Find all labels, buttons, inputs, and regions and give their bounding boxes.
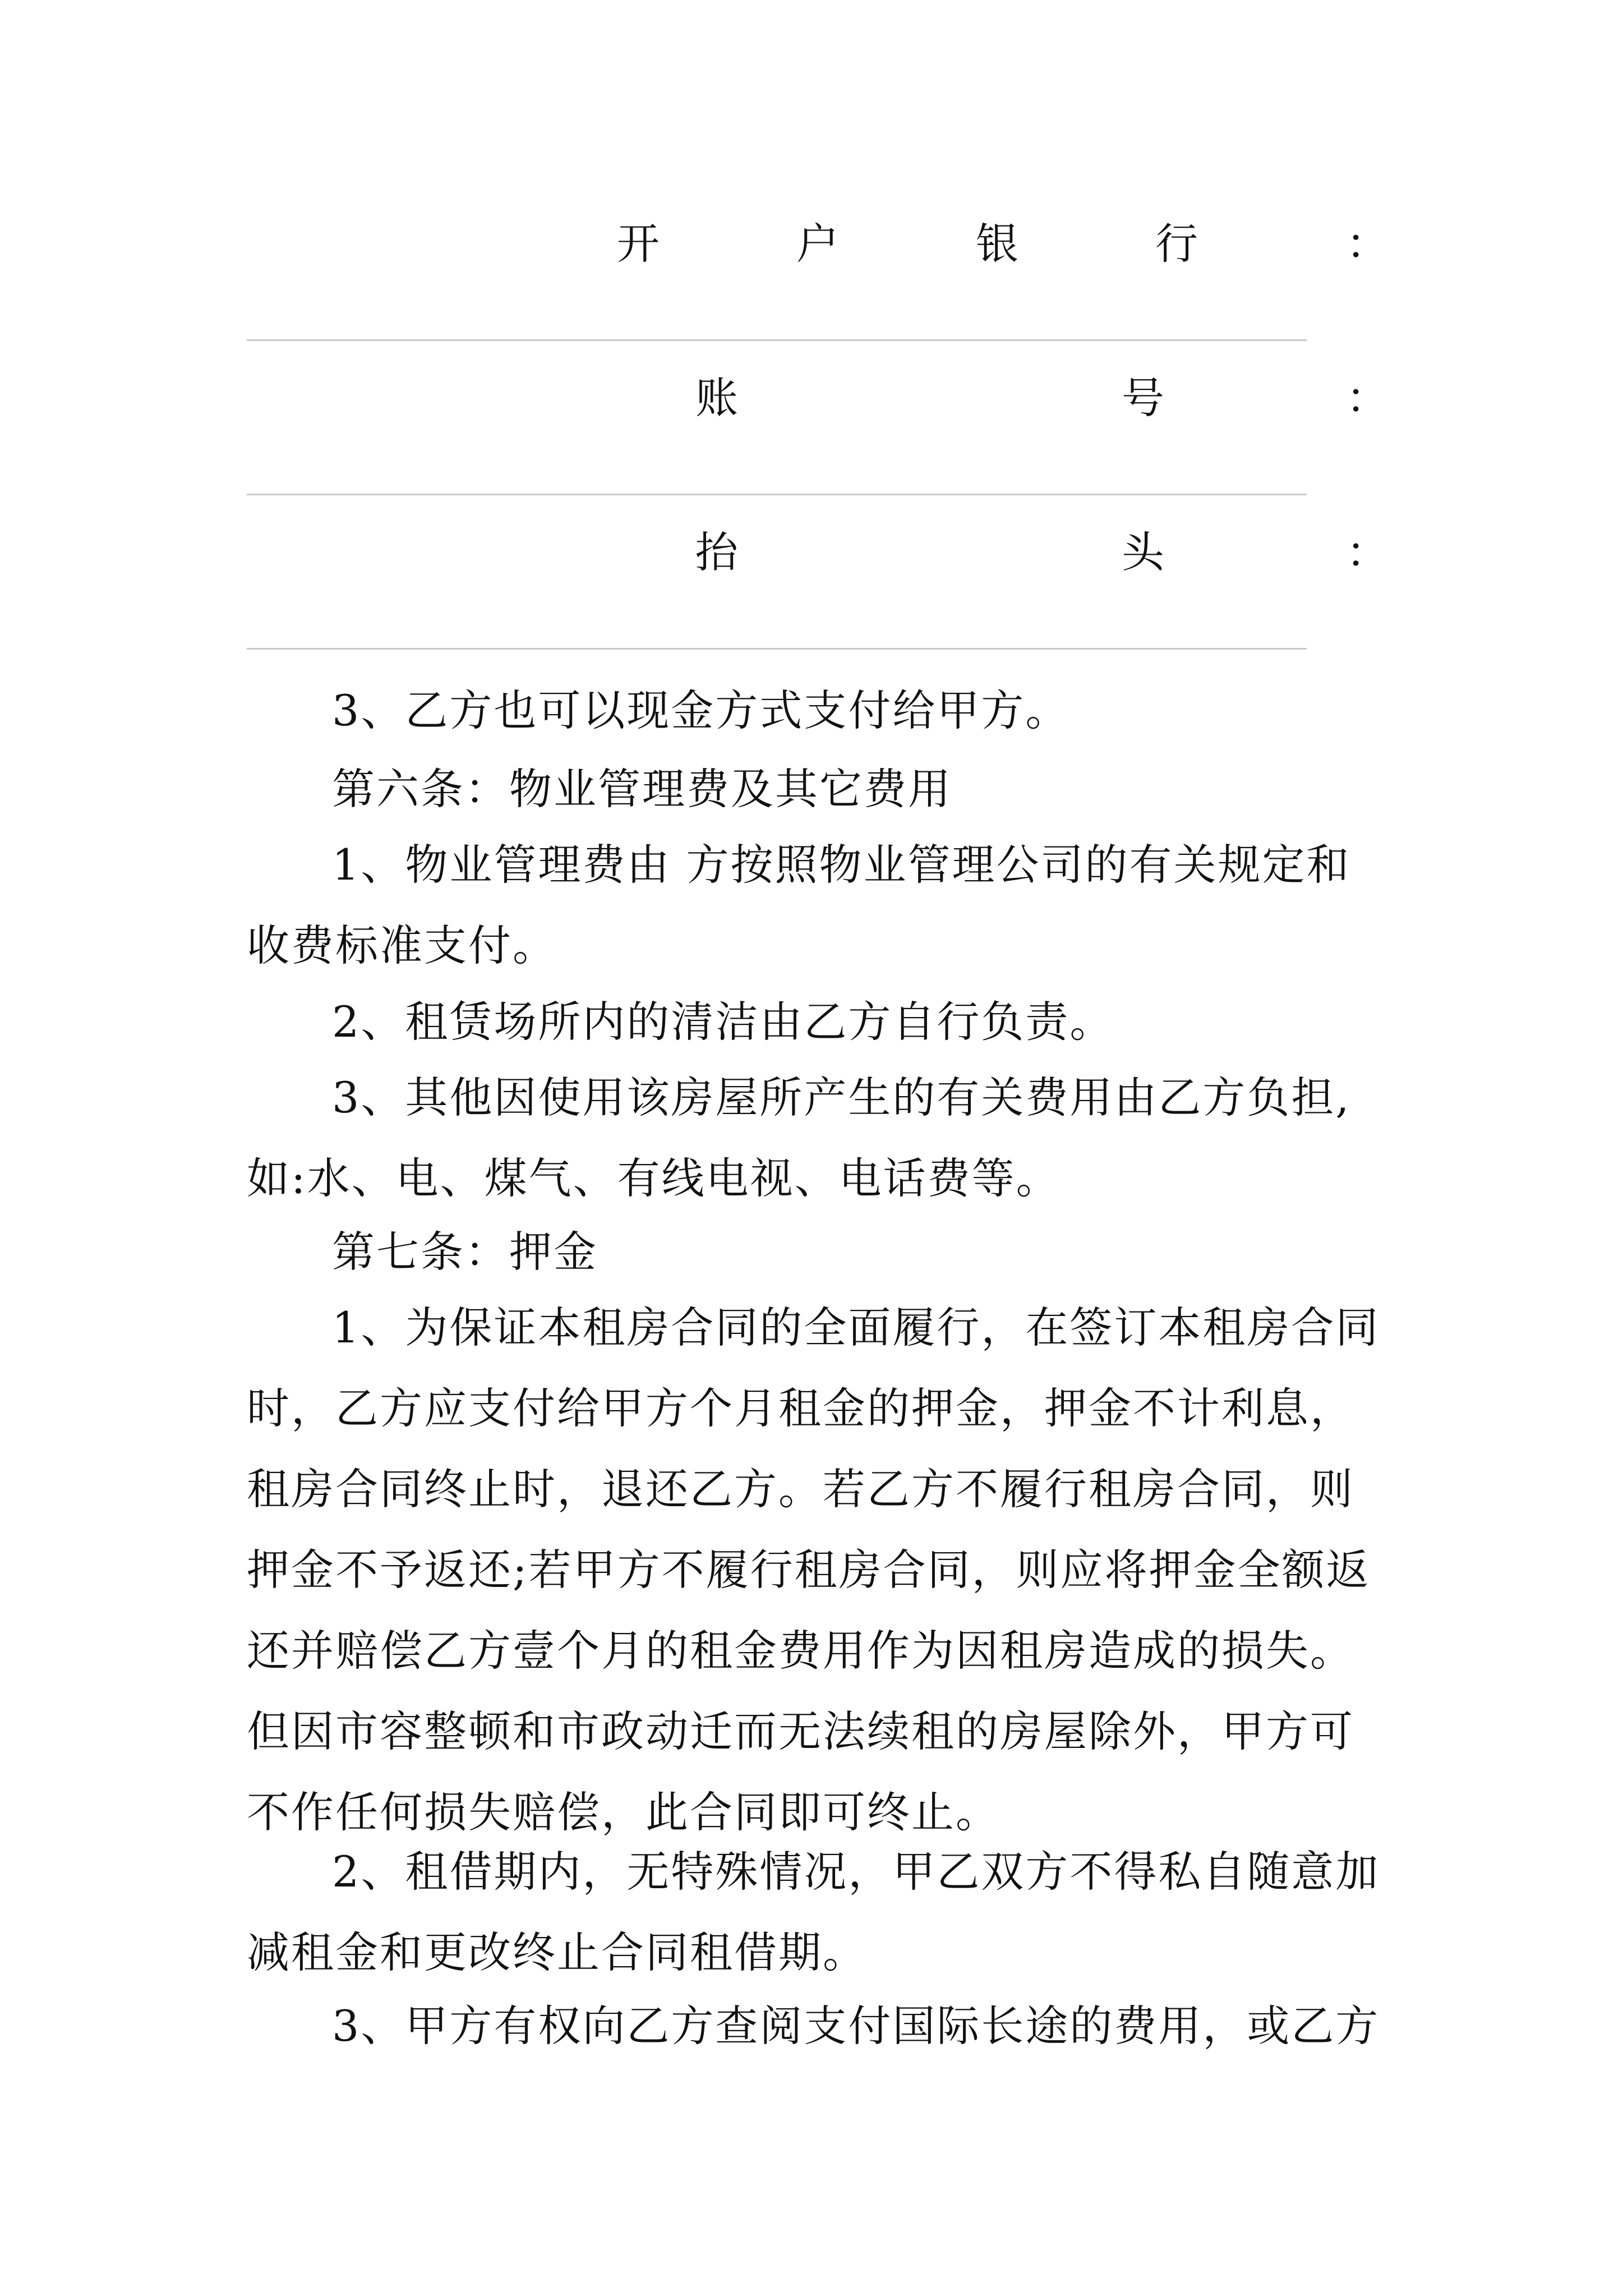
paragraph-cleaning: 2、租赁场所内的清洁由乙方自行负责。 xyxy=(332,997,1114,1047)
paragraph-rent-change: 2、租借期内，无特殊情况，甲乙双方不得私自随意加减租金和更改终止合同租借期。 xyxy=(247,1847,1380,1977)
bank-label-char-4: 行 xyxy=(1155,219,1198,269)
payee-label-char-2: 头 xyxy=(1122,527,1164,577)
account-label-char-2: 号 xyxy=(1122,373,1164,423)
payee-field-label xyxy=(247,524,1389,581)
paragraph-deposit: 1、为保证本租房合同的全面履行，在签订本租房合同时，乙方应支付给甲方个月租金的押金，押金不计利息，租房合同终止时，退还乙方。若乙方不履行租房合同，则押金不予返还;若甲方不履行租房合同，则应将押金全额返还并赔偿乙方壹个月的租金费用作为因租房造成的损失。但因市容整顿和市政动迁而无法续租的房屋除外，甲方可不作任何损失赔偿，此合同即可终止。 xyxy=(247,1303,1380,1837)
bank-label-colon: ： xyxy=(1346,219,1389,269)
account-blank-line xyxy=(247,494,1307,495)
paragraph-other-fees: 3、其他因使用该房屋所产生的有关费用由乙方负担,如:水、电、煤气、有线电视、电话费等。 xyxy=(247,1073,1351,1203)
heading-article-six: 第六条：物业管理费及其它费用 xyxy=(332,764,952,814)
account-label-colon: ： xyxy=(1346,373,1389,423)
bank-field-label xyxy=(247,216,1389,272)
payee-label-char-1: 抬 xyxy=(695,527,738,577)
payee-blank-line xyxy=(247,648,1307,650)
paragraph-cash-payment: 3、乙方也可以现金方式支付给甲方。 xyxy=(332,685,1070,735)
bank-blank-line xyxy=(247,339,1307,341)
account-label-char-1: 账 xyxy=(695,373,738,423)
payee-label-colon: ： xyxy=(1346,527,1389,577)
account-field-label xyxy=(247,370,1389,426)
bank-label-char-3: 银 xyxy=(976,219,1018,269)
paragraph-long-distance: 3、甲方有权向乙方查阅支付国际长途的费用，或乙方 xyxy=(332,2001,1380,2051)
paragraph-property-fee: 1、物业管理费由 方按照物业管理公司的有关规定和收费标准支付。 xyxy=(247,840,1351,970)
heading-article-seven: 第七条：押金 xyxy=(332,1227,598,1277)
bank-label-char-1: 开 xyxy=(617,219,660,269)
bank-label-char-2: 户 xyxy=(796,219,839,269)
